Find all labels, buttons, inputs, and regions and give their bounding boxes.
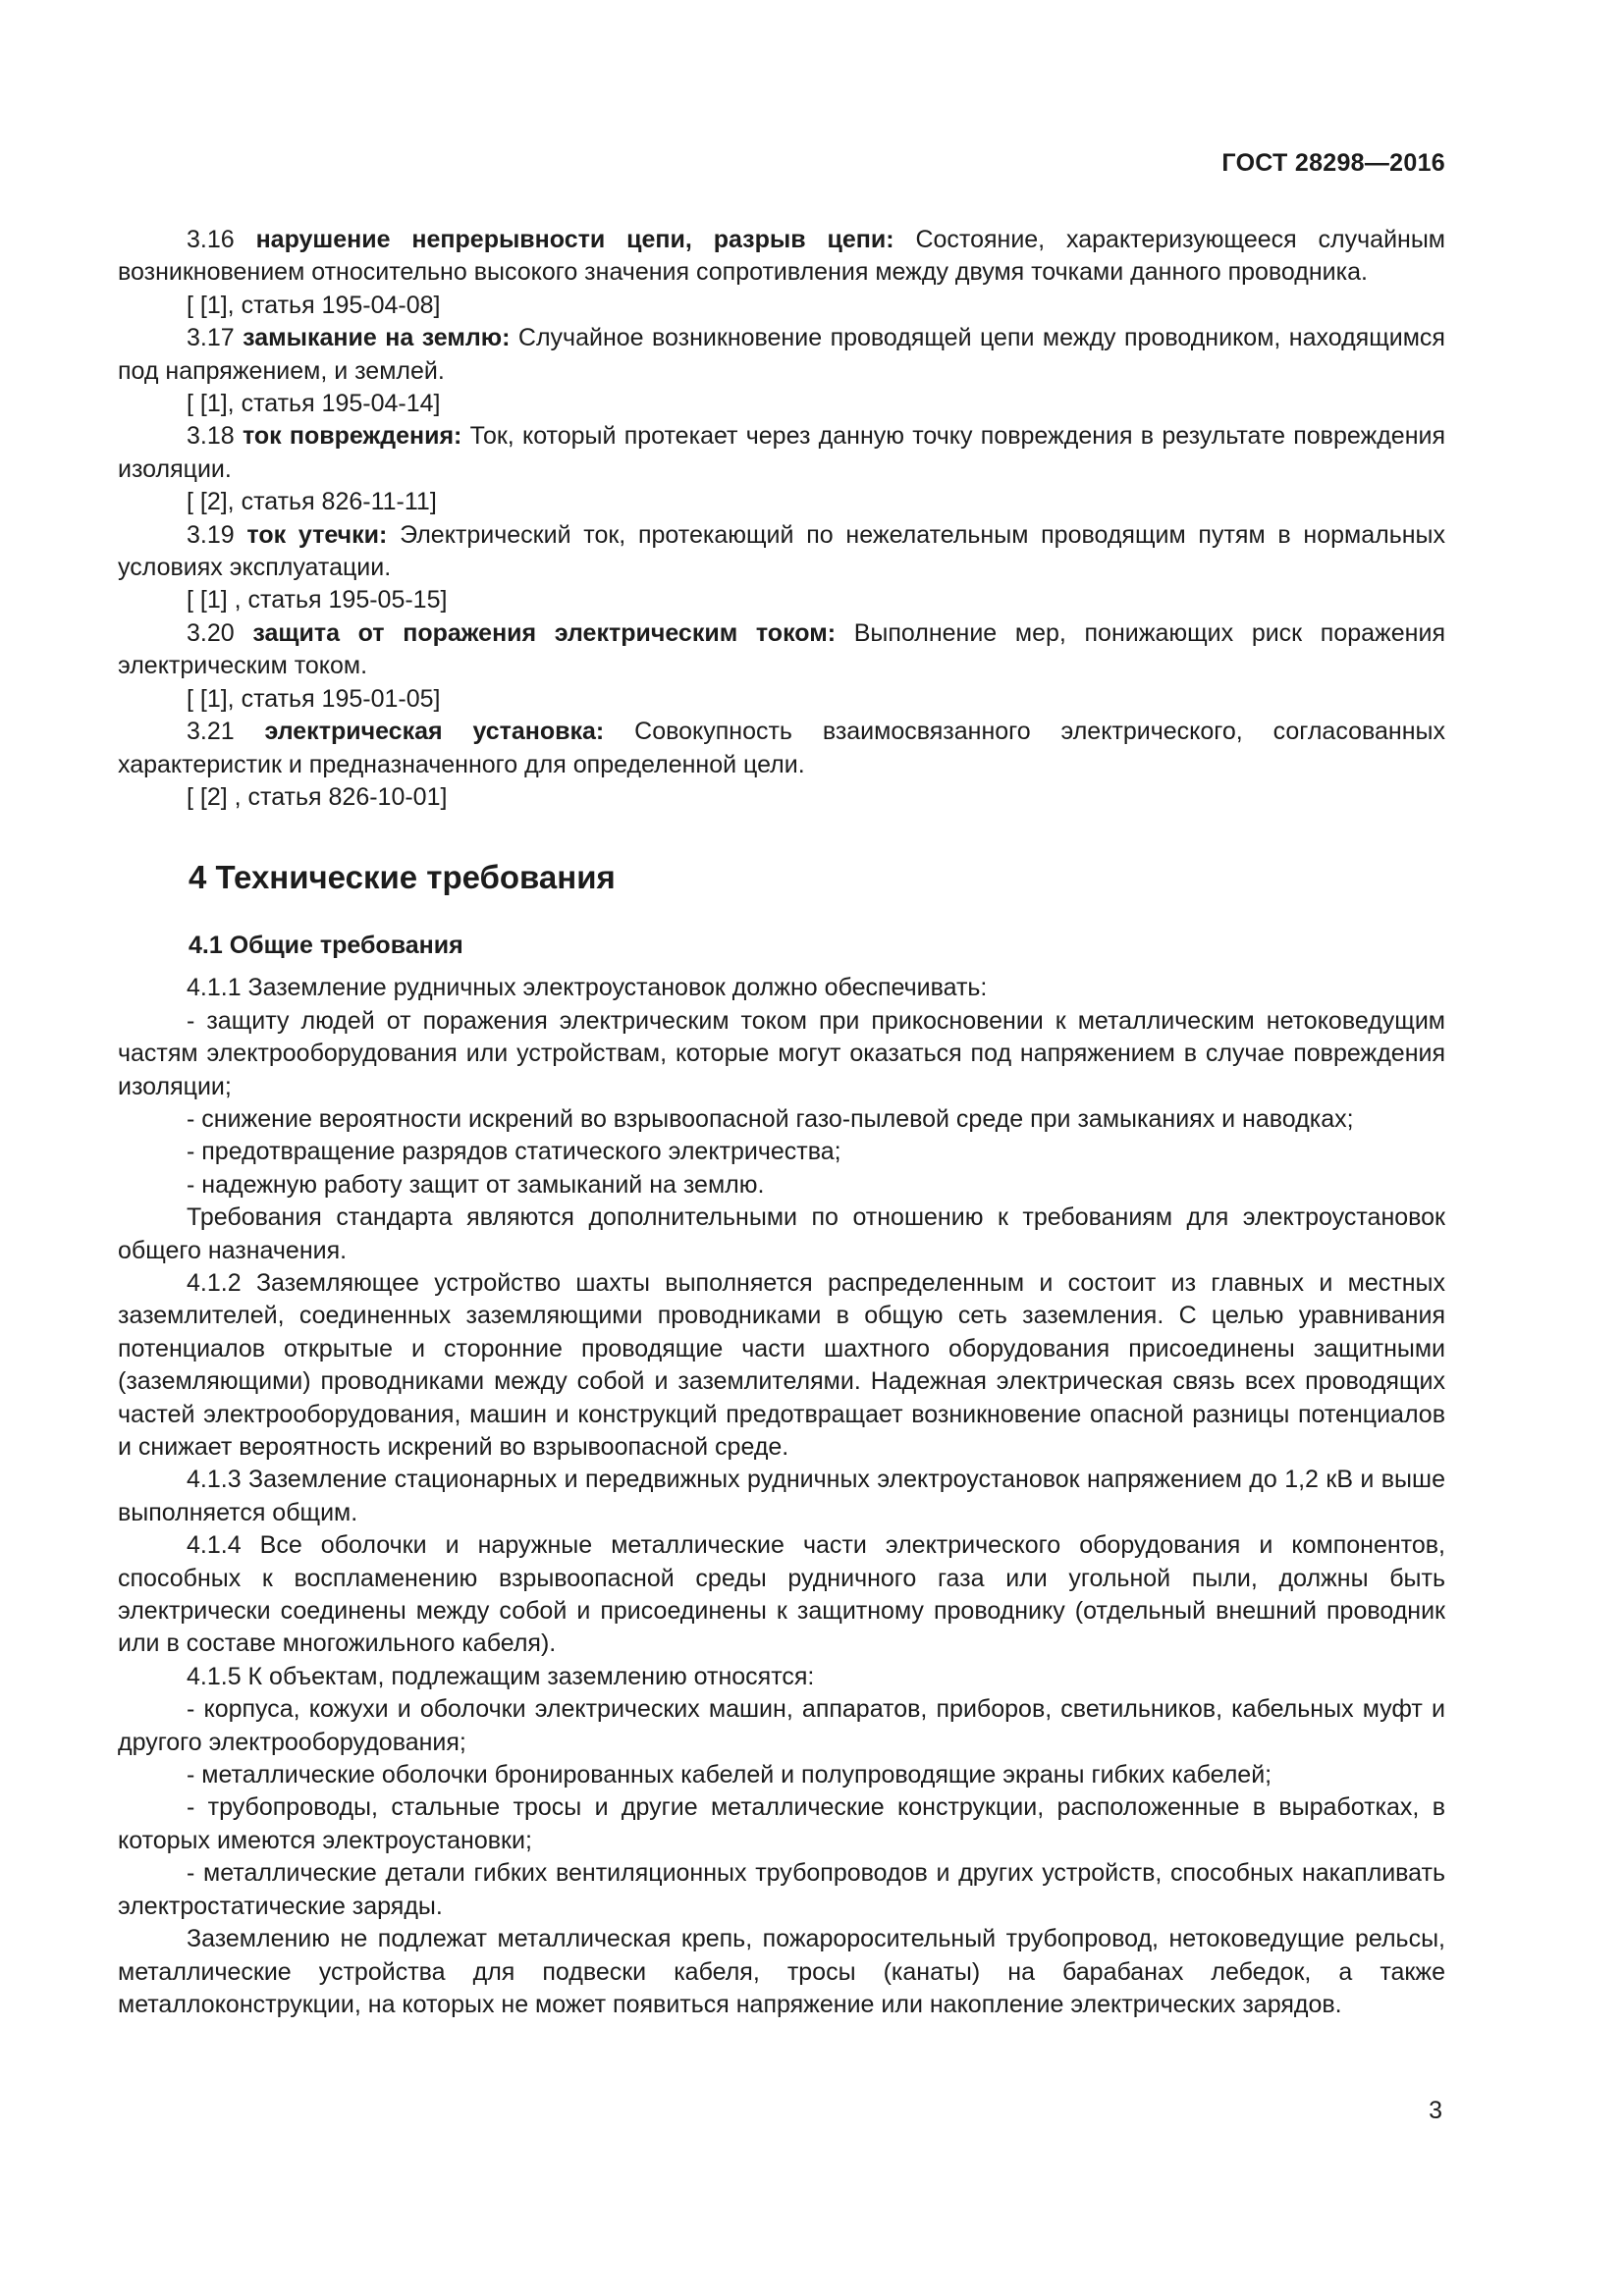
list-item: - металлические оболочки бронированных кабелей и полупроводящие экраны гибких кабелей; (187, 1761, 1272, 1789)
list-item: - защиту людей от поражения электрическим током при прикосновении к металлическим нетоковедущим частям электрооборудования или устройствам, которые могут оказаться под напряжением в случае повреждения изоляции; (118, 1006, 1445, 1100)
list-item: - предотвращение разрядов статического электричества; (187, 1138, 841, 1166)
definition-text: Совокупность взаимосвязанного электрического, согласованных характеристик и предназначенного для определенной цели. (118, 718, 1445, 778)
standard-header: ГОСТ 28298—2016 (1221, 149, 1445, 177)
definition-reference: [ [2], статья 826-11-11] (187, 488, 437, 516)
definition-paragraph (118, 617, 1445, 683)
definition-term: нарушение непрерывности цепи, разрыв цепи: (255, 226, 894, 253)
definition-paragraph (118, 519, 1445, 585)
definition-paragraph (118, 322, 1445, 388)
definition-text: Выполнение мер, понижающих риск поражения электрическим током. (118, 618, 1445, 680)
definition-reference: [ [1] , статья 195-05-15] (187, 586, 448, 614)
definition-paragraph (118, 716, 1445, 781)
definition-reference: [ [1], статья 195-01-05] (187, 684, 441, 713)
definition-3-18 (118, 420, 1445, 518)
definition-term: ток повреждения: (242, 422, 462, 451)
definition-number: 3.17 (187, 324, 235, 352)
definition-text: Случайное возникновение проводящей цепи между проводником, находящимся под напряжением, и землей. (118, 324, 1445, 385)
definition-reference: [ [2] , статья 826-10-01] (187, 782, 448, 811)
subsection-title: 4.1 Общие требования (189, 932, 463, 960)
definition-3-21 (118, 716, 1445, 814)
list-item: - надежную работу защит от замыканий на землю. (187, 1170, 765, 1199)
definition-reference: [ [1], статья 195-04-08] (187, 291, 441, 319)
definition-number: 3.16 (187, 226, 235, 253)
body-paragraph: Требования стандарта являются дополнительными по отношению к требованиям для электроустановок общего назначения. (118, 1203, 1445, 1264)
definition-number: 3.21 (187, 718, 235, 746)
definition-reference: [ [1], статья 195-04-14] (187, 390, 441, 418)
body-paragraph: 4.1.3 Заземление стационарных и передвижных рудничных электроустановок напряжением до 1,2 кВ и выше выполняется общим. (118, 1466, 1445, 1526)
definition-paragraph (118, 420, 1445, 486)
body-paragraph: Заземлению не подлежат металлическая крепь, пожароросительный трубопровод, нетоковедущие рельсы, металлические устройства для подвески кабеля, тросы (канаты) на барабанах лебедок, а также металлоконструкции, на которых не может появиться напряжение или накопление электрических зарядов. (118, 1925, 1445, 2018)
definition-paragraph (118, 224, 1445, 290)
definition-term: электрическая установка: (264, 718, 605, 746)
page-number: 3 (1429, 2097, 1442, 2124)
definition-term: замыкание на землю: (243, 324, 511, 352)
definition-term: ток утечки: (246, 520, 388, 549)
body-paragraph: 4.1.4 Все оболочки и наружные металлические части электрического оборудования и компонентов, способных к воспламенению взрывоопасной среды рудничного газа или угольной пыли, должны быть электрически соединены между собой и присоединены к защитному проводнику (отдельный внешний проводник или в составе многожильного кабеля). (118, 1531, 1445, 1658)
definition-term: защита от поражения электрическим током: (252, 618, 837, 647)
definition-text: Ток, который протекает через данную точку повреждения в результате повреждения изоляции. (118, 422, 1446, 483)
definition-text: Состояние, характеризующееся случайным возникновением относительно высокого значения сопротивления между двумя точками данного проводника. (118, 226, 1445, 287)
definition-3-20 (118, 617, 1445, 716)
definition-number: 3.20 (187, 618, 235, 647)
definition-3-16 (118, 224, 1445, 322)
body-paragraph: 4.1.2 Заземляющее устройство шахты выполняется распределенным и состоит из главных и местных заземлителей, соединенных заземляющими проводниками в общую сеть заземления. С целью уравнивания потенциалов открытые и сторонние проводящие части шахтного оборудования присоединены защитными (заземляющими) проводниками между собой и заземлителями. Надежная электрическая связь всех проводящих частей электрооборудования, машин и конструкций предотвращает возникновение опасной разницы потенциалов и снижает вероятность искрений во взрывоопасной среде. (118, 1268, 1445, 1461)
definition-number: 3.18 (187, 422, 235, 451)
body-paragraph: 4.1.5 К объектам, подлежащим заземлению относятся: (187, 1662, 815, 1690)
list-item: - корпуса, кожухи и оболочки электрических машин, аппаратов, приборов, светильников, кабельных муфт и другого электрооборудования; (118, 1695, 1445, 1756)
section-title: 4 Технические требования (189, 859, 616, 896)
list-item: - трубопроводы, стальные тросы и другие металлические конструкции, расположенные в выработках, в которых имеются электроустановки; (118, 1793, 1445, 1854)
page-content (118, 224, 1445, 2021)
definition-3-17 (118, 322, 1445, 420)
list-item: - металлические детали гибких вентиляционных трубопроводов и других устройств, способных накапливать электростатические заряды. (118, 1859, 1445, 1920)
definition-3-19 (118, 519, 1445, 617)
list-item: - снижение вероятности искрений во взрывоопасной газо-пылевой среде при замыканиях и наводках; (187, 1104, 1354, 1133)
definition-text: Электрический ток, протекающий по нежелательным проводящим путям в нормальных условиях эксплуатации. (118, 520, 1445, 582)
definition-number: 3.19 (187, 520, 235, 549)
body-paragraph: 4.1.1 Заземление рудничных электроустановок должно обеспечивать: (187, 974, 988, 1002)
